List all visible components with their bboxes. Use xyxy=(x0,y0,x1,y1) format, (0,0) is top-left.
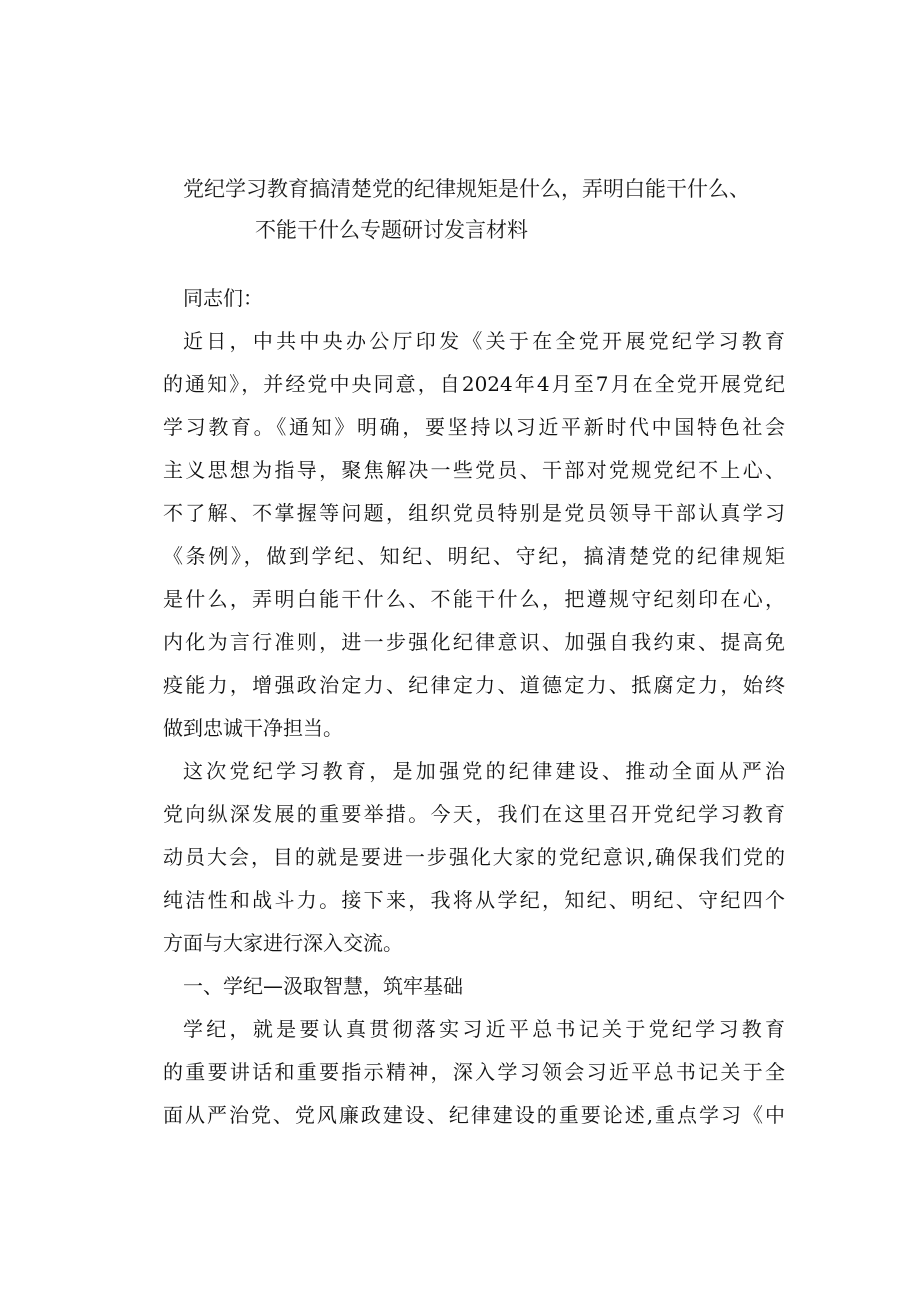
text-line: 的通知》，并经党中央同意，自2024年4月至7月在全党开展党纪 xyxy=(163,372,785,396)
text-line: 同志们： xyxy=(183,286,263,310)
text-line: 是什么，弄明白能干什么、不能干什么，把遵规守纪刻印在心， xyxy=(163,587,785,611)
paragraph xyxy=(163,1008,785,1137)
text-line: 党向纵深发展的重要举措。今天，我们在这里召开党纪学习教育 xyxy=(163,802,785,826)
text-line: 做到忠诚干净担当。 xyxy=(163,716,343,740)
text-line: 这次党纪学习教育，是加强党的纪律建设、推动全面从严治 xyxy=(183,759,785,783)
text-line: 的重要讲话和重要指示精神，深入学习领会习近平总书记关于全 xyxy=(163,1060,785,1084)
text-line: 学习教育。《通知》明确，要坚持以习近平新时代中国特色社会 xyxy=(163,415,785,439)
text-line: 近日，中共中央办公厅印发《关于在全党开展党纪学习教育 xyxy=(183,329,785,353)
text-line: 一、学纪—汲取智慧，筑牢基础 xyxy=(183,974,463,998)
text-line: 方面与大家进行深入交流。 xyxy=(163,931,403,955)
text-line: 内化为言行准则，进一步强化纪律意识、加强自我约束、提高免 xyxy=(163,630,785,654)
paragraph xyxy=(163,320,785,750)
text-line: 《条例》，做到学纪、知纪、明纪、守纪，搞清楚党的纪律规矩 xyxy=(163,544,785,568)
text-line: 主义思想为指导，聚焦解决一些党员、干部对党规党纪不上心、 xyxy=(163,458,785,482)
document-body xyxy=(163,277,785,1137)
text-line: 不了解、不掌握等问题，组织党员特别是党员领导干部认真学习 xyxy=(163,501,785,525)
text-line: 学纪，就是要认真贯彻落实习近平总书记关于党纪学习教育 xyxy=(183,1017,785,1041)
section-heading xyxy=(163,965,785,1008)
text-line: 面从严治党、党风廉政建设、纪律建设的重要论述,重点学习《中 xyxy=(163,1103,785,1127)
paragraph xyxy=(163,750,785,965)
text-line: 纯洁性和战斗力。接下来，我将从学纪，知纪、明纪、守纪四个 xyxy=(163,888,785,912)
text-line: 动员大会，目的就是要进一步强化大家的党纪意识,确保我们党的 xyxy=(163,845,785,869)
text-line: 疫能力，增强政治定力、纪律定力、道德定力、抵腐定力，始终 xyxy=(163,673,785,697)
document-title-line-2: 不能干什么专题研讨发言材料 xyxy=(255,218,528,242)
salutation xyxy=(163,277,785,320)
document-title-line-1: 党纪学习教育搞清楚党的纪律规矩是什么，弄明白能干什么、 xyxy=(183,177,750,201)
